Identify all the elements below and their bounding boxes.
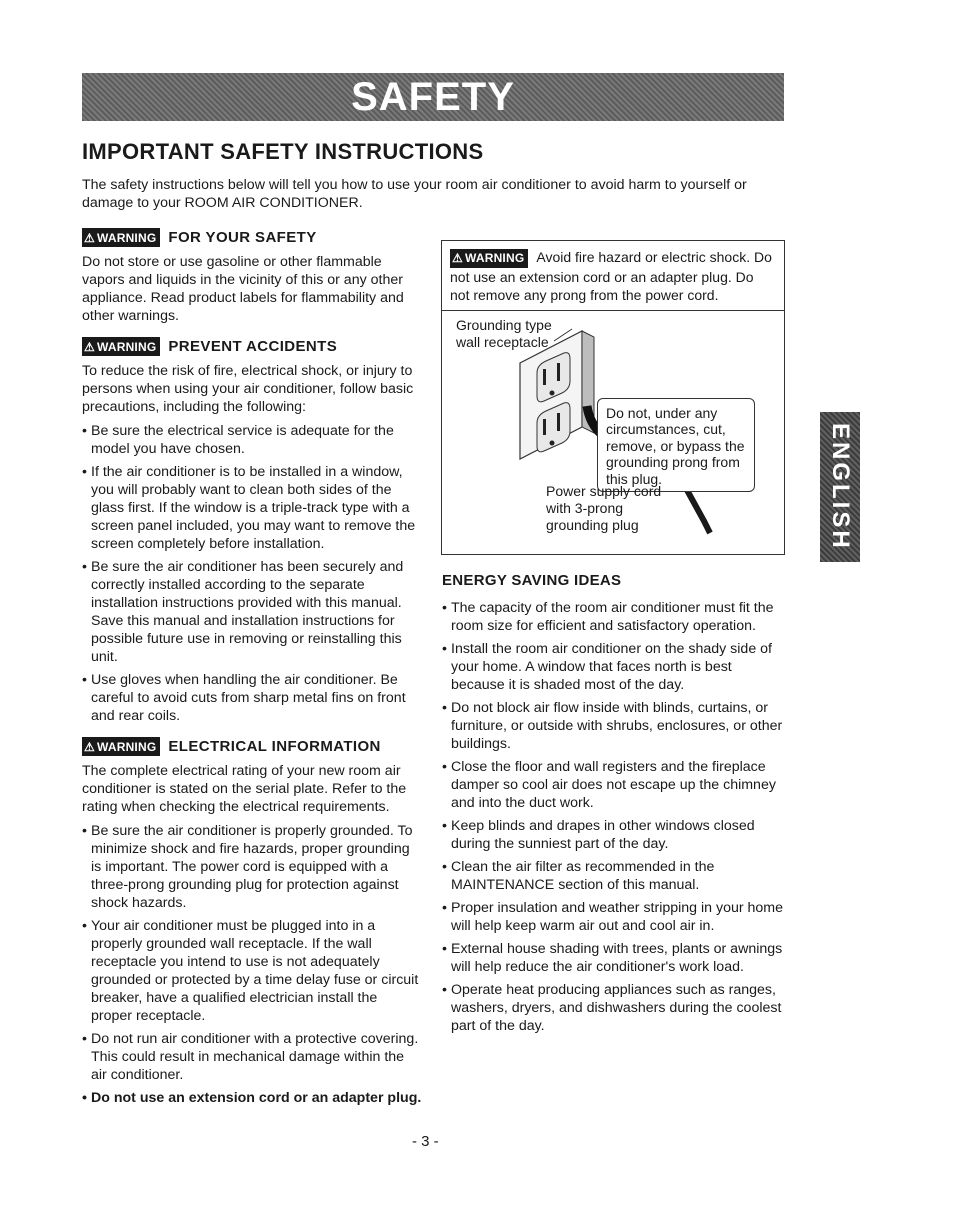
section-title: ELECTRICAL INFORMATION [168, 738, 381, 755]
energy-list [442, 599, 787, 1035]
power-cord-label-line: Power supply cord [546, 482, 662, 499]
list-item: • Use gloves when handling the air conditioner. Be careful to avoid cuts from sharp metal fins on front and rear coils. [82, 671, 422, 725]
warning-box [441, 240, 785, 555]
left-column [82, 220, 422, 1112]
list-item: • Close the floor and wall registers and the fireplace damper so cool air does not escape up the chimney and into the duct work. [442, 758, 787, 812]
warning-triangle-icon: ⚠ [84, 230, 95, 245]
list-item: • Do not run air conditioner with a protective covering. This could result in mechanical damage within the air conditioner. [82, 1030, 422, 1084]
banner-title: SAFETY [351, 74, 515, 119]
warning-badge-label: WARNING [464, 251, 525, 265]
list-item: • Operate heat producing appliances such as ranges, washers, dryers, and dishwashers during the coolest part of the day. [442, 981, 787, 1035]
warning-triangle-icon: ⚠ [84, 739, 95, 754]
section-heading-safety [82, 228, 422, 247]
warning-badge [82, 228, 160, 247]
wall-receptacle-icon [520, 329, 594, 459]
warning-triangle-icon: ⚠ [84, 339, 95, 354]
list-item: • Clean the air filter as recommended in the MAINTENANCE section of this manual. [442, 858, 787, 894]
plug-illustration [442, 311, 784, 546]
section-title: PREVENT ACCIDENTS [168, 338, 338, 355]
section-heading-electrical [82, 737, 422, 756]
warning-badge [450, 249, 528, 268]
warning-badge [82, 337, 160, 356]
power-cord-label-line: with 3-prong [546, 499, 624, 516]
power-cord-label [546, 483, 661, 534]
list-item: • Be sure the air conditioner is properly grounded. To minimize shock and fire hazards, proper grounding is important. The power cord is equipped with a three-prong grounding plug for protection against shock hazards. [82, 822, 422, 912]
list-item-bold: • Do not use an extension cord or an adapter plug. [82, 1089, 422, 1107]
list-item: • Be sure the electrical service is adequate for the model you have chosen. [82, 422, 422, 458]
list-item: • External house shading with trees, plants or awnings will help reduce the air conditioner's work load. [442, 940, 787, 976]
list-item: • The capacity of the room air conditioner must fit the room size for efficient and satisfactory operation. [442, 599, 787, 635]
page-title: IMPORTANT SAFETY INSTRUCTIONS [82, 139, 484, 164]
accidents-text: To reduce the risk of fire, electrical shock, or injury to persons when using your air conditioner, follow basic precautions, including the following: [82, 363, 414, 415]
language-tab [820, 412, 860, 562]
receptacle-label-line: wall receptacle [456, 333, 549, 350]
intro-text: The safety instructions below will tell you how to use your room air conditioner to avoid harm to yourself or damage to your ROOM AIR CONDITIONER. [82, 177, 747, 211]
warning-badge [82, 737, 160, 756]
language-tab-label: ENGLISH [827, 423, 854, 551]
section-heading-accidents [82, 337, 422, 356]
energy-heading: ENERGY SAVING IDEAS [442, 572, 622, 589]
list-item: • Install the room air conditioner on the shady side of your home. A window that faces north is best because it is shaded most of the day. [442, 640, 787, 694]
list-item: • Proper insulation and weather stripping in your home will help keep warm air out and cool air in. [442, 899, 787, 935]
list-item: • Do not block air flow inside with blinds, curtains, or furniture, or outside with shrubs, enclosures, or other buildings. [442, 699, 787, 753]
warning-box-text: Avoid fire hazard or electric shock. Do not use an extension cord or an adapter plug. Do not remove any prong from the power cord. [450, 249, 772, 303]
receptacle-label-line: Grounding type [456, 316, 552, 333]
power-cord-label-line: grounding plug [546, 516, 639, 533]
accidents-list [82, 422, 422, 725]
list-item: • Be sure the air conditioner has been securely and correctly installed according to the separate installation instructions provided with this manual. Save this manual and installation instructions for possible future use in removing or reinstalling this unit. [82, 558, 422, 666]
warning-badge-label: WARNING [96, 230, 157, 245]
safety-banner [82, 73, 784, 121]
electrical-list [82, 822, 422, 1107]
warning-box-text-area [442, 241, 784, 311]
page-number: - 3 - [412, 1133, 439, 1150]
warning-triangle-icon: ⚠ [452, 251, 463, 265]
list-item: • If the air conditioner is to be installed in a window, you will probably want to clean both sides of the glass first. If the window is a triple-track type with a screen panel included, you may want to remove the screen completely before installation. [82, 463, 422, 553]
list-item: • Your air conditioner must be plugged into in a properly grounded wall receptacle. If the wall receptacle you intend to use is not adequately grounded or protected by a time delay fuse or circuit breaker, have a qualified electrician install the proper receptacle. [82, 917, 422, 1025]
warning-badge-label: WARNING [96, 739, 157, 754]
callout-box: Do not, under any circumstances, cut, remove, or bypass the grounding prong from this plug. [597, 398, 755, 492]
warning-badge-label: WARNING [96, 339, 157, 354]
right-column [442, 572, 787, 1040]
list-item: • Keep blinds and drapes in other windows closed during the sunniest part of the day. [442, 817, 787, 853]
electrical-text: The complete electrical rating of your new room air conditioner is stated on the serial plate. Refer to the rating when checking the electrical requirements. [82, 763, 407, 815]
safety-text: Do not store or use gasoline or other flammable vapors and liquids in the vicinity of this or any other appliance. Read product labels for flammability and other warnings. [82, 254, 404, 324]
section-title: FOR YOUR SAFETY [168, 229, 317, 246]
